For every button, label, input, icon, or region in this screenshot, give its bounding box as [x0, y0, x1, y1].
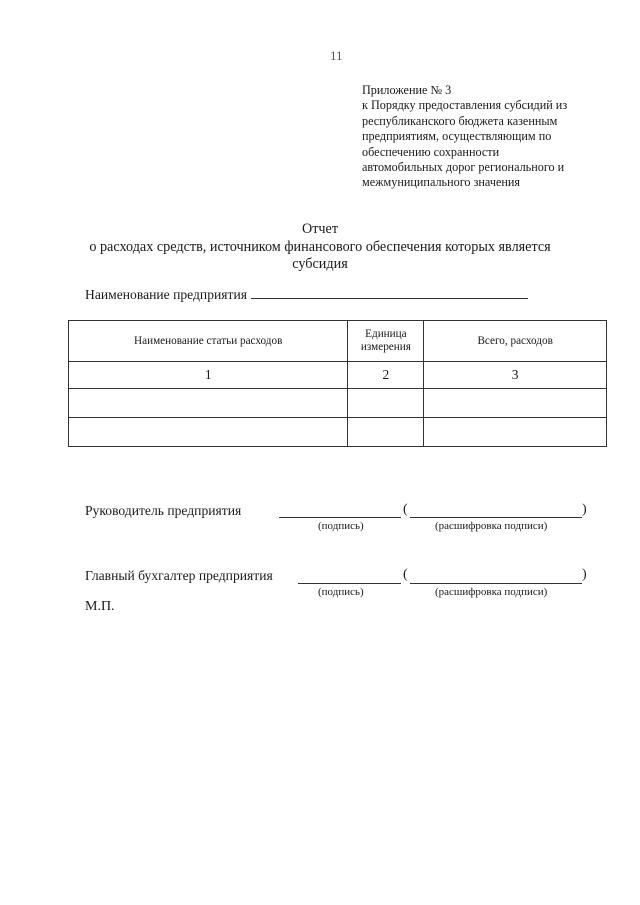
decode-caption: (расшифровка подписи) [435, 520, 548, 532]
organization-label: Наименование предприятия [85, 287, 247, 302]
annex-line: к Порядку предоставления субсидий из [362, 98, 568, 113]
expenses-table [68, 320, 607, 447]
column-number: 1 [69, 362, 348, 389]
table-cell[interactable] [69, 418, 348, 447]
table-cell[interactable] [69, 389, 348, 418]
decode-caption: (расшифровка подписи) [435, 586, 548, 598]
signature-caption: (подпись) [318, 520, 364, 532]
table-cell[interactable] [424, 418, 607, 447]
annex-header [362, 83, 602, 191]
organization-field [85, 287, 528, 303]
column-number: 3 [424, 362, 607, 389]
table-row [69, 418, 607, 447]
director-decode-line[interactable] [410, 517, 582, 518]
header-cell-item: Наименование статьи расходов [69, 321, 348, 362]
column-number: 2 [348, 362, 424, 389]
accountant-decode-line[interactable] [410, 583, 582, 584]
open-paren: ( [403, 567, 408, 582]
annex-line: предприятиям, осуществляющим по [362, 129, 552, 144]
title-line: субсидия [292, 256, 348, 272]
signature-caption: (подпись) [318, 586, 364, 598]
accountant-label: Главный бухгалтер предприятия [85, 568, 273, 583]
director-label: Руководитель предприятия [85, 503, 242, 518]
stamp-place-label: М.П. [85, 599, 115, 614]
annex-line: Приложение № 3 [362, 83, 452, 97]
table-cell[interactable] [348, 389, 424, 418]
table-cell[interactable] [348, 418, 424, 447]
close-paren: ) [582, 567, 587, 582]
table-cell[interactable] [424, 389, 607, 418]
open-paren: ( [403, 502, 408, 517]
annex-line: межмуниципального значения [362, 175, 521, 190]
title-line: о расходах средств, источником финансового обеспечения которых является [89, 238, 551, 255]
title-line: Отчет [301, 221, 339, 237]
page-number: 11 [330, 48, 343, 63]
close-paren: ) [582, 502, 587, 517]
table-row [69, 389, 607, 418]
director-signature-line[interactable] [279, 517, 401, 518]
header-cell-unit: Единица измерения [348, 321, 424, 362]
annex-line: республиканского бюджета казенным [362, 113, 558, 128]
header-cell-total: Всего, расходов [424, 321, 607, 362]
table-header-row [69, 321, 607, 362]
accountant-signature-line[interactable] [298, 583, 401, 584]
table-number-row [69, 362, 607, 389]
report-title [60, 221, 580, 274]
annex-line: автомобильных дорог регионального и [362, 160, 565, 175]
annex-line: обеспечению сохранности [362, 144, 500, 159]
organization-input-line[interactable] [251, 287, 528, 299]
